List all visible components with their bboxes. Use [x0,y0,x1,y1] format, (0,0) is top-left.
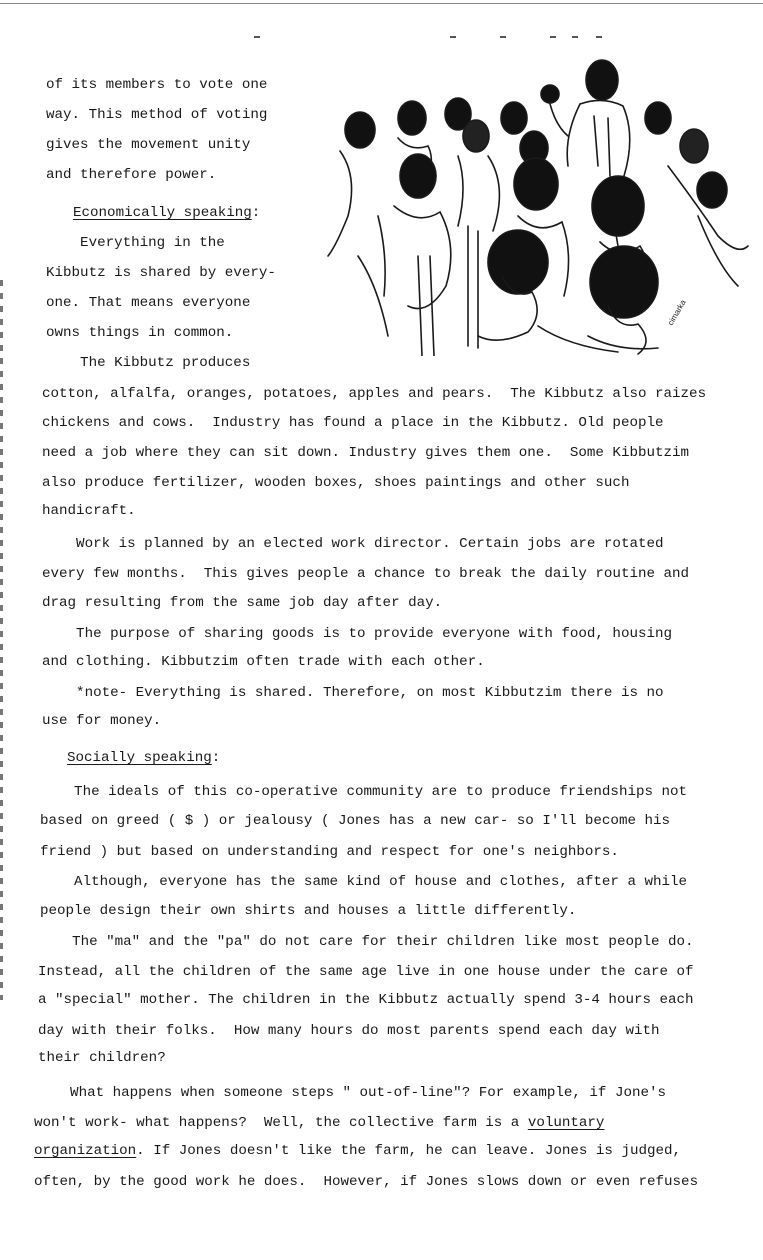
illustration-signature: cimarka [665,298,688,327]
text-line: people design their own shirts and houses a little differently. [40,903,577,919]
text-line: their children? [38,1050,166,1066]
scan-specks [250,36,610,50]
text-line: chickens and cows. Industry has found a place in the Kibbutz. Old people [42,415,664,431]
text-line: The Kibbutz produces [46,355,251,371]
text-line: day with their folks. How many hours do most parents spend each day with [38,1023,660,1039]
heading-colon: : [211,750,221,766]
text-line: and therefore power. [46,167,217,183]
text-line: based on greed ( $ ) or jealousy ( Jones has a new car- so I'll become his [40,813,671,829]
social-heading [67,749,220,767]
organization-underlined: organization [34,1143,137,1159]
text-segment: . If Jones doesn't like the farm, he can leave. Jones is judged, [136,1143,682,1159]
text-line: a "special" mother. The children in the Kibbutz actually spend 3-4 hours each [38,992,694,1008]
text-line [34,1142,681,1160]
text-line: Work is planned by an elected work director. Certain jobs are rotated [42,536,664,552]
text-line: The ideals of this co-operative community are to produce friendships not [40,784,688,800]
text-line: also produce fertilizer, wooden boxes, shoes paintings and other such [42,475,630,491]
economic-heading [73,204,260,222]
text-line: Everything in the [46,235,225,251]
text-line: Kibbutz is shared by every- [46,265,276,281]
left-margin-marks [0,280,3,1000]
text-line: *note- Everything is shared. Therefore, on most Kibbutzim there is no [42,685,664,701]
text-segment: won't work- what happens? Well, the collective farm is a [34,1115,528,1131]
text-line: Instead, all the children of the same age live in one house under the care of [38,964,694,980]
text-line: often, by the good work he does. However, if Jones slows down or even refuses [34,1174,699,1190]
economic-heading-text: Economically speaking [73,205,252,221]
voluntary-underlined: voluntary [527,1115,605,1131]
text-line: The "ma" and the "pa" do not care for their children like most people do. [38,934,694,950]
text-line: and clothing. Kibbutzim often trade with each other. [42,654,485,670]
text-line: cotton, alfalfa, oranges, potatoes, apples and pears. The Kibbutz also raizes [42,386,707,402]
text-line [34,1114,604,1132]
text-line: every few months. This gives people a chance to break the daily routine and [42,566,690,582]
social-heading-text: Socially speaking [67,750,212,766]
text-line: handicraft. [42,503,136,519]
text-line: gives the movement unity [46,137,251,153]
heading-colon: : [251,205,261,221]
text-line: drag resulting from the same job day after day. [42,595,443,611]
text-line: The purpose of sharing goods is to provide everyone with food, housing [42,626,673,642]
text-line: What happens when someone steps " out-of-line"? For example, if Jone's [36,1085,667,1101]
text-line: use for money. [42,713,162,729]
text-line: of its members to vote one [46,77,268,93]
crowd-illustration [318,56,754,356]
text-line: one. That means everyone [46,295,251,311]
text-line: owns things in common. [46,325,234,341]
text-line: Although, everyone has the same kind of house and clothes, after a while [40,874,688,890]
text-line: way. This method of voting [46,107,268,123]
page-top-edge [0,3,763,4]
text-line: need a job where they can sit down. Industry gives them one. Some Kibbutzim [42,445,690,461]
text-line: friend ) but based on understanding and respect for one's neighbors. [40,844,619,860]
